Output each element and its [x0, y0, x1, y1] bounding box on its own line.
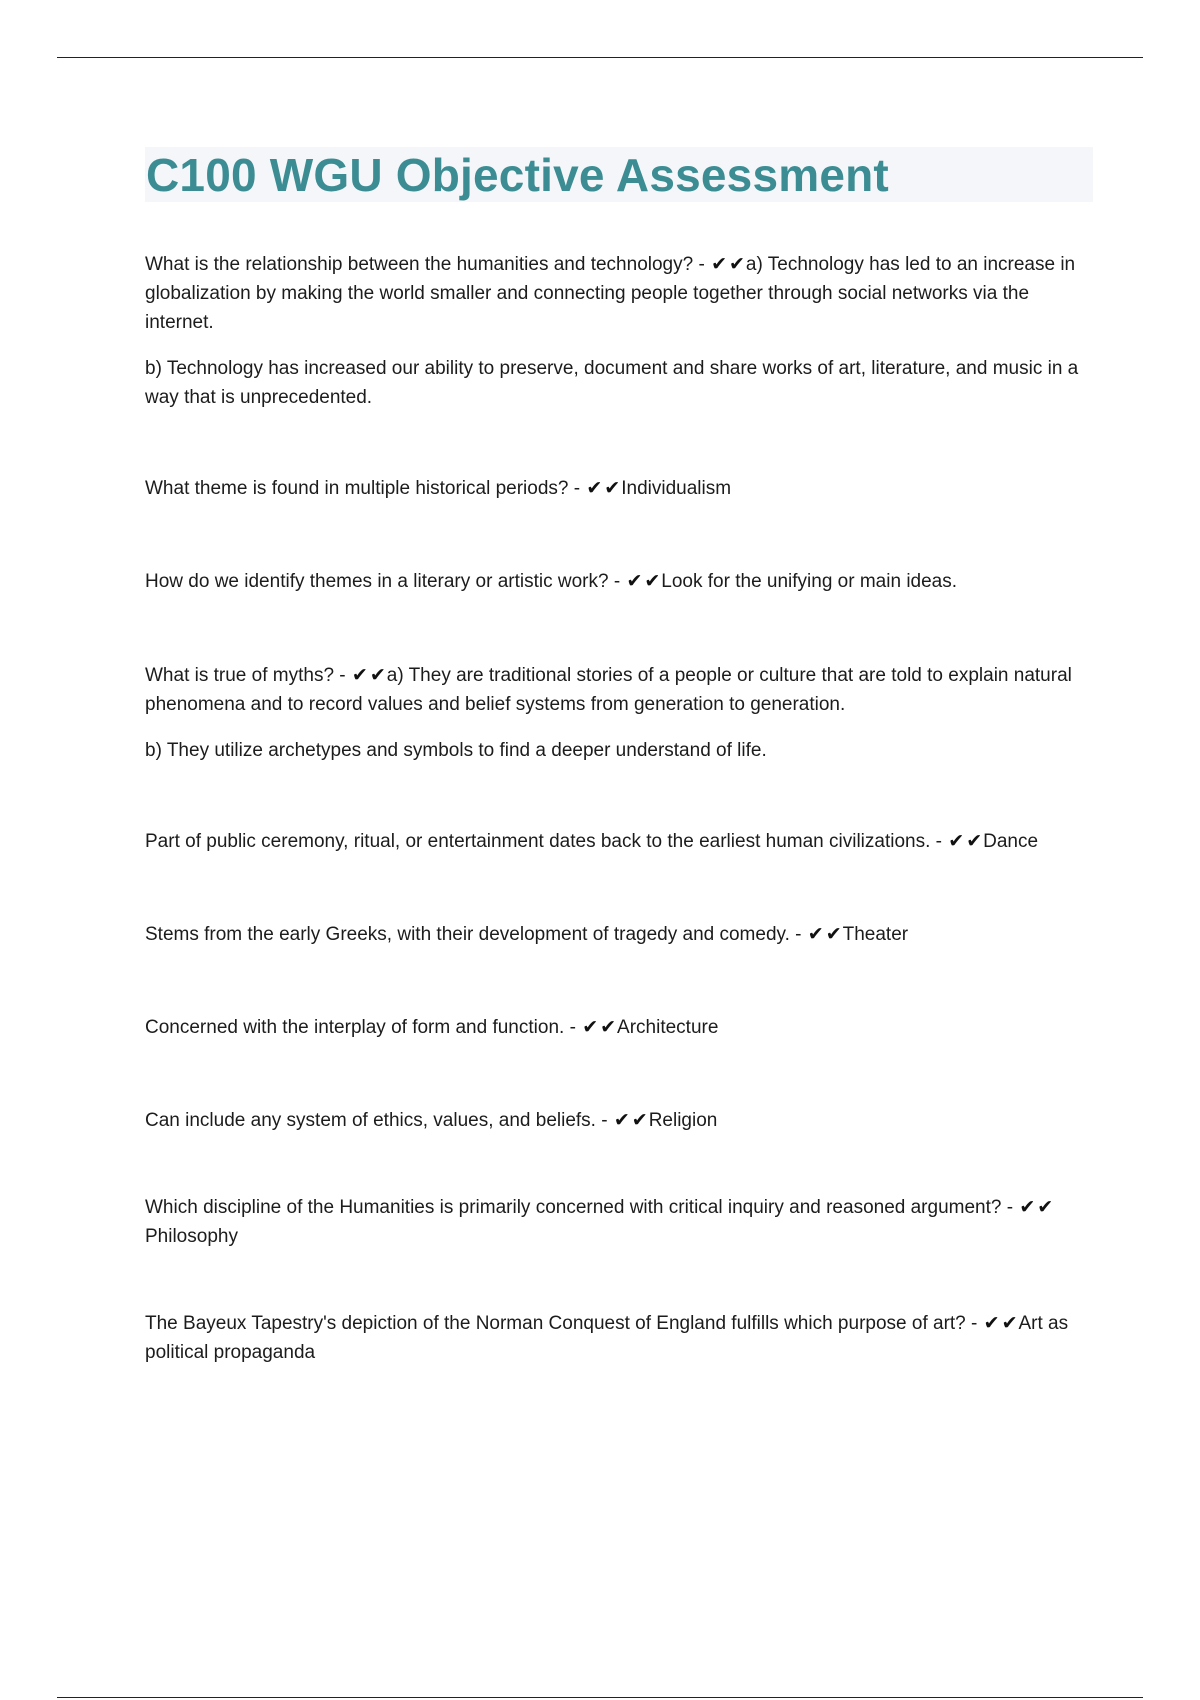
checkmark-icon: ✔ — [948, 831, 965, 852]
top-rule — [57, 57, 1143, 58]
question-text: Part of public ceremony, ritual, or entertainment dates back to the earliest human civilizations. - — [145, 831, 942, 852]
answer-text-b: b) They utilize archetypes and symbols to find a deeper understand of life. — [145, 740, 767, 761]
checkmark-icon: ✔ — [369, 665, 386, 686]
answer-text: Theater — [842, 924, 909, 945]
question-text: What is true of myths? - — [145, 665, 346, 686]
checkmark-icon: ✔ — [1037, 1197, 1054, 1218]
qa-item — [145, 1309, 1093, 1367]
qa-item — [145, 827, 1093, 856]
checkmark-icon: ✔ — [582, 1017, 599, 1038]
question-text: Stems from the early Greeks, with their development of tragedy and comedy. - — [145, 924, 802, 945]
answer-text: Individualism — [621, 478, 732, 499]
question-text: The Bayeux Tapestry's depiction of the Norman Conquest of England fulfills which purpose of art? - — [145, 1313, 978, 1334]
checkmark-icon: ✔ — [825, 924, 842, 945]
checkmark-icon: ✔ — [966, 831, 983, 852]
checkmark-icon: ✔ — [351, 665, 368, 686]
answer-text: Look for the unifying or main ideas. — [661, 571, 958, 592]
qa-item — [145, 474, 1093, 503]
answer-text-b: b) Technology has increased our ability to preserve, document and share works of art, literature, and music in a way that is unprecedented. — [145, 358, 1079, 408]
checkmark-icon: ✔ — [626, 571, 643, 592]
checkmark-icon: ✔ — [613, 1110, 630, 1131]
question-text: Concerned with the interplay of form and function. - — [145, 1017, 576, 1038]
qa-item — [145, 250, 1093, 412]
checkmark-icon: ✔ — [983, 1313, 1000, 1334]
answer-text: Art as political propaganda — [145, 1313, 1069, 1363]
answer-text: Philosophy — [145, 1226, 238, 1247]
bottom-rule — [57, 1697, 1143, 1698]
checkmark-icon: ✔ — [631, 1110, 648, 1131]
title-band — [145, 147, 1093, 202]
qa-item — [145, 1013, 1093, 1042]
question-text: What is the relationship between the humanities and technology? - — [145, 254, 705, 275]
checkmark-icon: ✔ — [1001, 1313, 1018, 1334]
qa-item — [145, 920, 1093, 949]
answer-text: a) They are traditional stories of a people or culture that are told to explain natural phenomena and to record values and belief systems from generation to generation. — [145, 665, 1072, 715]
checkmark-icon: ✔ — [600, 1017, 617, 1038]
checkmark-icon: ✔ — [807, 924, 824, 945]
question-text: How do we identify themes in a literary or artistic work? - — [145, 571, 621, 592]
checkmark-icon: ✔ — [644, 571, 661, 592]
answer-text: Dance — [983, 831, 1039, 852]
document-title: C100 WGU Objective Assessment — [146, 148, 889, 201]
checkmark-icon: ✔ — [711, 254, 727, 275]
question-text: Can include any system of ethics, values, and beliefs. - — [145, 1110, 608, 1131]
qa-item — [145, 1193, 1093, 1251]
answer-text: Architecture — [617, 1017, 719, 1038]
checkmark-icon: ✔ — [729, 254, 745, 275]
question-text: Which discipline of the Humanities is primarily concerned with critical inquiry and reasoned argument? - — [145, 1197, 1014, 1218]
answer-text: Religion — [648, 1110, 718, 1131]
checkmark-icon: ✔ — [1019, 1197, 1036, 1218]
qa-item — [145, 661, 1093, 765]
answer-text: a) Technology has led to an increase in globalization by making the world smaller and connecting people together through social networks via the internet. — [145, 254, 1076, 333]
qa-item — [145, 1106, 1093, 1135]
checkmark-icon: ✔ — [586, 478, 603, 499]
qa-item — [145, 567, 1093, 596]
question-text: What theme is found in multiple historical periods? - — [145, 478, 581, 499]
checkmark-icon: ✔ — [604, 478, 621, 499]
document-body — [145, 147, 1093, 1367]
